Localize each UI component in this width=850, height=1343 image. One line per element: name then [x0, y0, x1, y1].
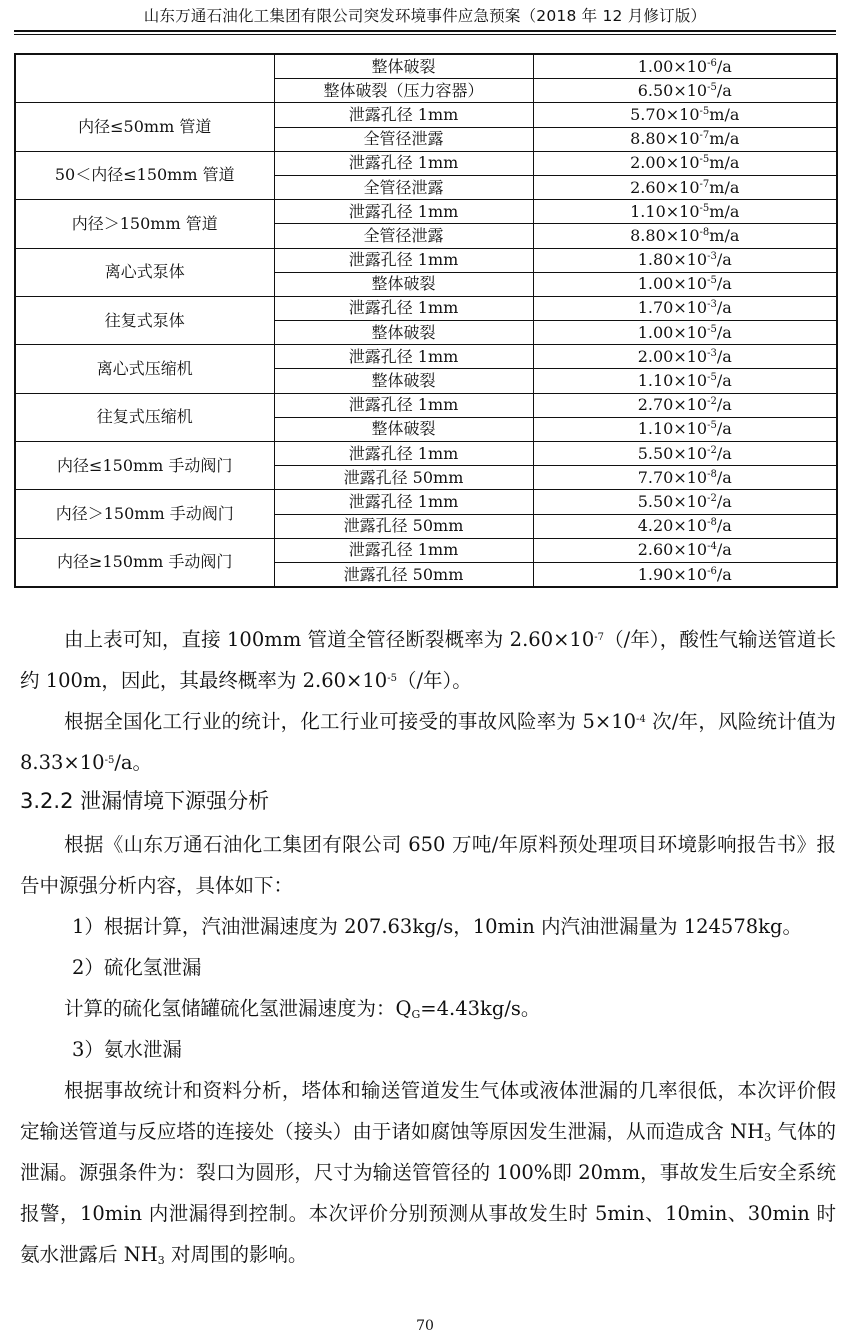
rate-cell: $1.70\times 10^{-3}/a$ [533, 296, 837, 320]
rate-cell: $2.60\times 10^{-4}/a$ [533, 538, 837, 562]
leak-type-cell: 泄露孔径 50mm [274, 562, 533, 587]
equipment-cell: 内径＞150mm 管道 [15, 200, 274, 248]
rate-cell: $1.10\times 10^{-5}/a$ [533, 369, 837, 393]
table-row [15, 442, 837, 466]
equipment-cell: 内径≤150mm 手动阀门 [15, 442, 274, 490]
table-row [15, 296, 837, 320]
header-rule [14, 30, 836, 32]
equipment-cell: 往复式泵体 [15, 296, 274, 344]
rate-cell: $8.80\times 10^{-8}m/a$ [533, 224, 837, 248]
rate-cell: $1.10\times 10^{-5}m/a$ [533, 200, 837, 224]
equipment-cell: 内径＞150mm 手动阀门 [15, 490, 274, 538]
equipment-cell: 内径≥150mm 手动阀门 [15, 538, 274, 587]
equipment-cell: 离心式压缩机 [15, 345, 274, 393]
rate-cell: $1.00\times 10^{-5}/a$ [533, 321, 837, 345]
rate-cell: $1.90\times 10^{-6}/a$ [533, 562, 837, 587]
table-row [15, 538, 837, 562]
leak-type-cell: 泄露孔径 1mm [274, 296, 533, 320]
rate-cell: $1.80\times 10^{-3}/a$ [533, 248, 837, 272]
equipment-cell: 内径≤50mm 管道 [15, 103, 274, 151]
header-rule-thin [14, 34, 836, 35]
leak-type-cell: 泄露孔径 1mm [274, 490, 533, 514]
rate-cell: $2.00\times 10^{-5}m/a$ [533, 151, 837, 175]
page-header: 山东万通石油化工集团有限公司突发环境事件应急预案（2018 年 12 月修订版） [143, 7, 707, 25]
paragraph-risk-rate: 根据全国化工行业的统计，化工行业可接受的事故风险率为 $5\times 10^{-4}$ 次/年，风险统计值为 $8.33\times 10^{-5}/a$。 [20, 710, 836, 774]
leak-type-cell: 整体破裂 [274, 54, 533, 79]
table-row [15, 54, 837, 79]
rate-cell: $2.60\times 10^{-7}m/a$ [533, 175, 837, 199]
list-item-ammonia: 3）氨水泄漏 [72, 1038, 182, 1061]
leak-type-cell: 全管径泄露 [274, 224, 533, 248]
leak-type-cell: 泄露孔径 1mm [274, 393, 533, 417]
rate-cell: $5.50\times 10^{-2}/a$ [533, 442, 837, 466]
table-row [15, 248, 837, 272]
leak-type-cell: 整体破裂 [274, 272, 533, 296]
equipment-cell-empty [15, 54, 274, 103]
section-title: 3.2.2 泄漏情境下源强分析 [20, 789, 270, 813]
rate-cell: $8.80\times 10^{-7}m/a$ [533, 127, 837, 151]
rate-cell: $2.70\times 10^{-2}/a$ [533, 393, 837, 417]
leak-probability-table [14, 53, 838, 588]
rate-cell: $6.50\times 10^{-5}/a$ [533, 79, 837, 103]
leak-type-cell: 泄露孔径 1mm [274, 248, 533, 272]
leak-type-cell: 泄露孔径 50mm [274, 514, 533, 538]
rate-cell: $1.10\times 10^{-5}/a$ [533, 417, 837, 441]
rate-cell: $2.00\times 10^{-3}/a$ [533, 345, 837, 369]
body-text [20, 619, 836, 1275]
rate-cell: $1.00\times 10^{-5}/a$ [533, 272, 837, 296]
leak-type-cell: 整体破裂（压力容器） [274, 79, 533, 103]
paragraph-h2s-rate: 计算的硫化氢储罐硫化氢泄漏速度为：$Q_G=4.43kg/s$。 [64, 997, 541, 1021]
leak-type-cell: 整体破裂 [274, 369, 533, 393]
page-number: 70 [416, 1318, 434, 1334]
table-row [15, 151, 837, 175]
paragraph-probability: 由上表可知，直接 100mm 管道全管径断裂概率为 $2.60\times 10^{-7}(/$年），酸性气输送管道长约 100m，因此，其最终概率为 $2.60\times 10^{-5}(/$年）。 [20, 628, 836, 692]
table-row [15, 200, 837, 224]
rate-cell: $4.20\times 10^{-8}/a$ [533, 514, 837, 538]
rate-cell: $1.00\times 10^{-6}/a$ [533, 54, 837, 79]
table-row [15, 345, 837, 369]
table-row [15, 393, 837, 417]
table-body [15, 54, 837, 587]
leak-type-cell: 全管径泄露 [274, 127, 533, 151]
leak-type-cell: 泄露孔径 1mm [274, 345, 533, 369]
leak-type-cell: 泄露孔径 1mm [274, 442, 533, 466]
rate-cell: $5.50\times 10^{-2}/a$ [533, 490, 837, 514]
paragraph-ammonia: 根据事故统计和资料分析，塔体和输送管道发生气体或液体泄漏的几率很低，本次评价假定输送管道与反应塔的连接处（接头）由于诸如腐蚀等原因发生泄漏，从而造成含 $NH_3$ 气体的泄漏。源强条件为：裂口为圆形，尺寸为输送管管径的 100%即 20mm，事故发生后安全系统报警，10min 内泄漏得到控制。本次评价分别预测从事故发生时 5min、10min、30min 时氨水泄露后 $NH_3$ 对周围的影响。 [20, 1079, 836, 1267]
leak-type-cell: 泄露孔径 1mm [274, 200, 533, 224]
list-item-h2s: 2）硫化氢泄漏 [72, 956, 202, 979]
rate-cell: $5.70\times 10^{-5}m/a$ [533, 103, 837, 127]
leak-type-cell: 泄露孔径 1mm [274, 103, 533, 127]
leak-type-cell: 泄露孔径 1mm [274, 151, 533, 175]
equipment-cell: 离心式泵体 [15, 248, 274, 296]
leak-type-cell: 整体破裂 [274, 417, 533, 441]
leak-type-cell: 泄露孔径 1mm [274, 538, 533, 562]
equipment-cell: 往复式压缩机 [15, 393, 274, 441]
leak-type-cell: 整体破裂 [274, 321, 533, 345]
leak-type-cell: 泄露孔径 50mm [274, 466, 533, 490]
table-row [15, 490, 837, 514]
leak-type-cell: 全管径泄露 [274, 175, 533, 199]
equipment-cell: 50＜内径≤150mm 管道 [15, 151, 274, 199]
paragraph-source: 根据《山东万通石油化工集团有限公司 650 万吨/年原料预处理项目环境影响报告书》报告中源强分析内容，具体如下： [20, 833, 836, 897]
table-row [15, 103, 837, 127]
rate-cell: $7.70\times 10^{-8}/a$ [533, 466, 837, 490]
list-item-gasoline: 1）根据计算，汽油泄漏速度为 207.63kg/s，10min 内汽油泄漏量为 124578kg。 [72, 915, 802, 938]
